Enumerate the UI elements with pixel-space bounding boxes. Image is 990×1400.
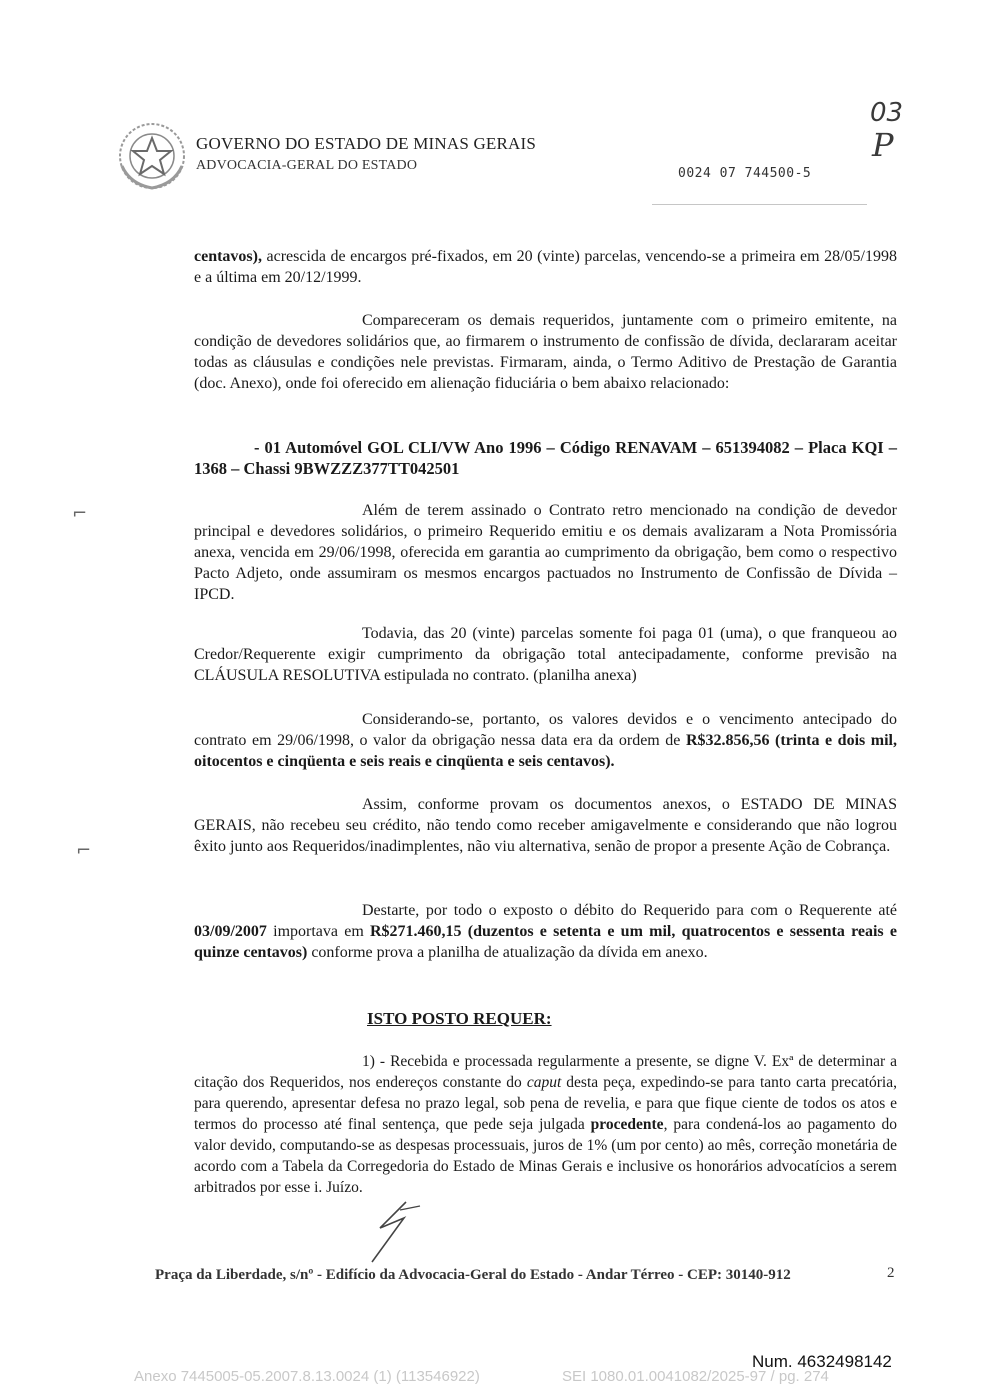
paragraph-installments: centavos), acrescida de encargos pré-fixados, em 20 (vinte) parcelas, vencendo-se a primeira em 28/05/1998 e a última em 20/12/1999. (194, 248, 897, 286)
paragraph-vehicle: - 01 Automóvel GOL CLI/VW Ano 1996 – Código RENAVAM – 651394082 – Placa KQI – 1368 – Chassi 9BWZZZ377TT042501 (194, 438, 897, 478)
margin-mark: ⌐ (72, 503, 88, 524)
margin-mark: ⌐ (76, 840, 92, 861)
paragraph-co-debtors: Compareceram os demais requeridos, juntamente com o primeiro emitente, na condição de devedores solidários que, ao firmarem o instrumento de confissão de dívida, declararam aceitar todas as cláusulas e condições nele previstas. Firmaram, ainda, o Termo Aditivo de Prestação de Garantia (doc. Anexo), onde foi oferecido em alienação fiduciária o bem abaixo relacionado: (194, 312, 897, 392)
paragraph-updated-debt: Destarte, por todo o exposto o débito do Requerido para com o Requerente até 03/09/2007 importava em R$271.460,15 (duzentos e setenta e um mil, quatrocentos e sessenta reais e quinze centavos) conforme prova a planilha de atualização da dívida em anexo. (194, 902, 897, 961)
header-agency-title: ADVOCACIA-GERAL DO ESTADO (196, 158, 418, 173)
signature-flourish (360, 1196, 440, 1276)
document-number: Num. 4632498142 (752, 1352, 892, 1371)
paragraph-requests: 1) - Recebida e processada regularmente a presente, se digne V. Exª de determinar a citação dos Requeridos, nos endereços constante do caput desta peça, expedindo-se para tanto carta precatória, para querendo, apresentar defesa no prazo legal, sob pena de revelia, e para que fique ciente de todos os atos e termos do processo até final sentença, que pede seja julgada procedente, para condená-los ao pagamento do valor devido, computando-se as despesas processuais, juros de 1% (um por cento) ao mês, correção monetária de acordo com a Tabela da Corregedoria do Estado de Minas Gerais e inclusive os honorários advocatícios a serem arbitrados por esse i. Juízo. (194, 1053, 897, 1196)
sei-watermark: SEI 1080.01.0041082/2025-97 / pg. 274 (562, 1368, 829, 1385)
coat-of-arms-icon (116, 120, 188, 192)
process-number: 0024 07 744500-5 (678, 166, 812, 181)
footer-address: Praça da Liberdade, s/nº - Edifício da Advocacia-Geral do Estado - Andar Térreo - CEP: 30140-912 (155, 1267, 791, 1283)
section-heading: ISTO POSTO REQUER: (367, 1009, 552, 1028)
paragraph-promissory-note: Além de terem assinado o Contrato retro mencionado na condição de devedor principal e devedores solidários, o primeiro Requerido emitiu e os demais avalizaram a Nota Promissória anexa, vencida em 29/06/1998, oferecida em garantia ao cumprimento da obrigação, bem como o respectivo Pacto Adjeto, onde assumiram os mesmos encargos pactuados no Instrumento de Confissão de Dívida – IPCD. (194, 502, 897, 603)
paragraph-state-claim: Assim, conforme provam os documentos anexos, o ESTADO DE MINAS GERAIS, não recebeu seu crédito, não tendo como receber amigavelmente e considerando que não logrou êxito junto aos Requeridos/inadimplentes, não viu alternativa, senão de propor a presente Ação de Cobrança. (194, 796, 897, 855)
annex-watermark: Anexo 7445005-05.2007.8.13.0024 (1) (113546922) (134, 1368, 480, 1385)
page-number: 2 (887, 1265, 895, 1281)
header-government-title: GOVERNO DO ESTADO DE MINAS GERAIS (196, 134, 537, 153)
handwritten-page-number: 03 (870, 98, 904, 128)
paragraph-installments-unpaid: Todavia, das 20 (vinte) parcelas somente foi paga 01 (uma), o que franqueou ao Credor/Requerente exigir cumprimento da obrigação total antecipadamente, conforme previsão na CLÁUSULA RESOLUTIVA estipulada no contrato. (planilha anexa) (194, 625, 897, 684)
handwritten-initial: P (872, 126, 894, 164)
process-number-underline (652, 204, 867, 205)
paragraph-obligation-value: Considerando-se, portanto, os valores devidos e o vencimento antecipado do contrato em 29/06/1998, o valor da obrigação nessa data era da ordem de R$32.856,56 (trinta e dois mil, oitocentos e cinqüenta e seis reais e cinqüenta e seis centavos). (194, 711, 897, 770)
